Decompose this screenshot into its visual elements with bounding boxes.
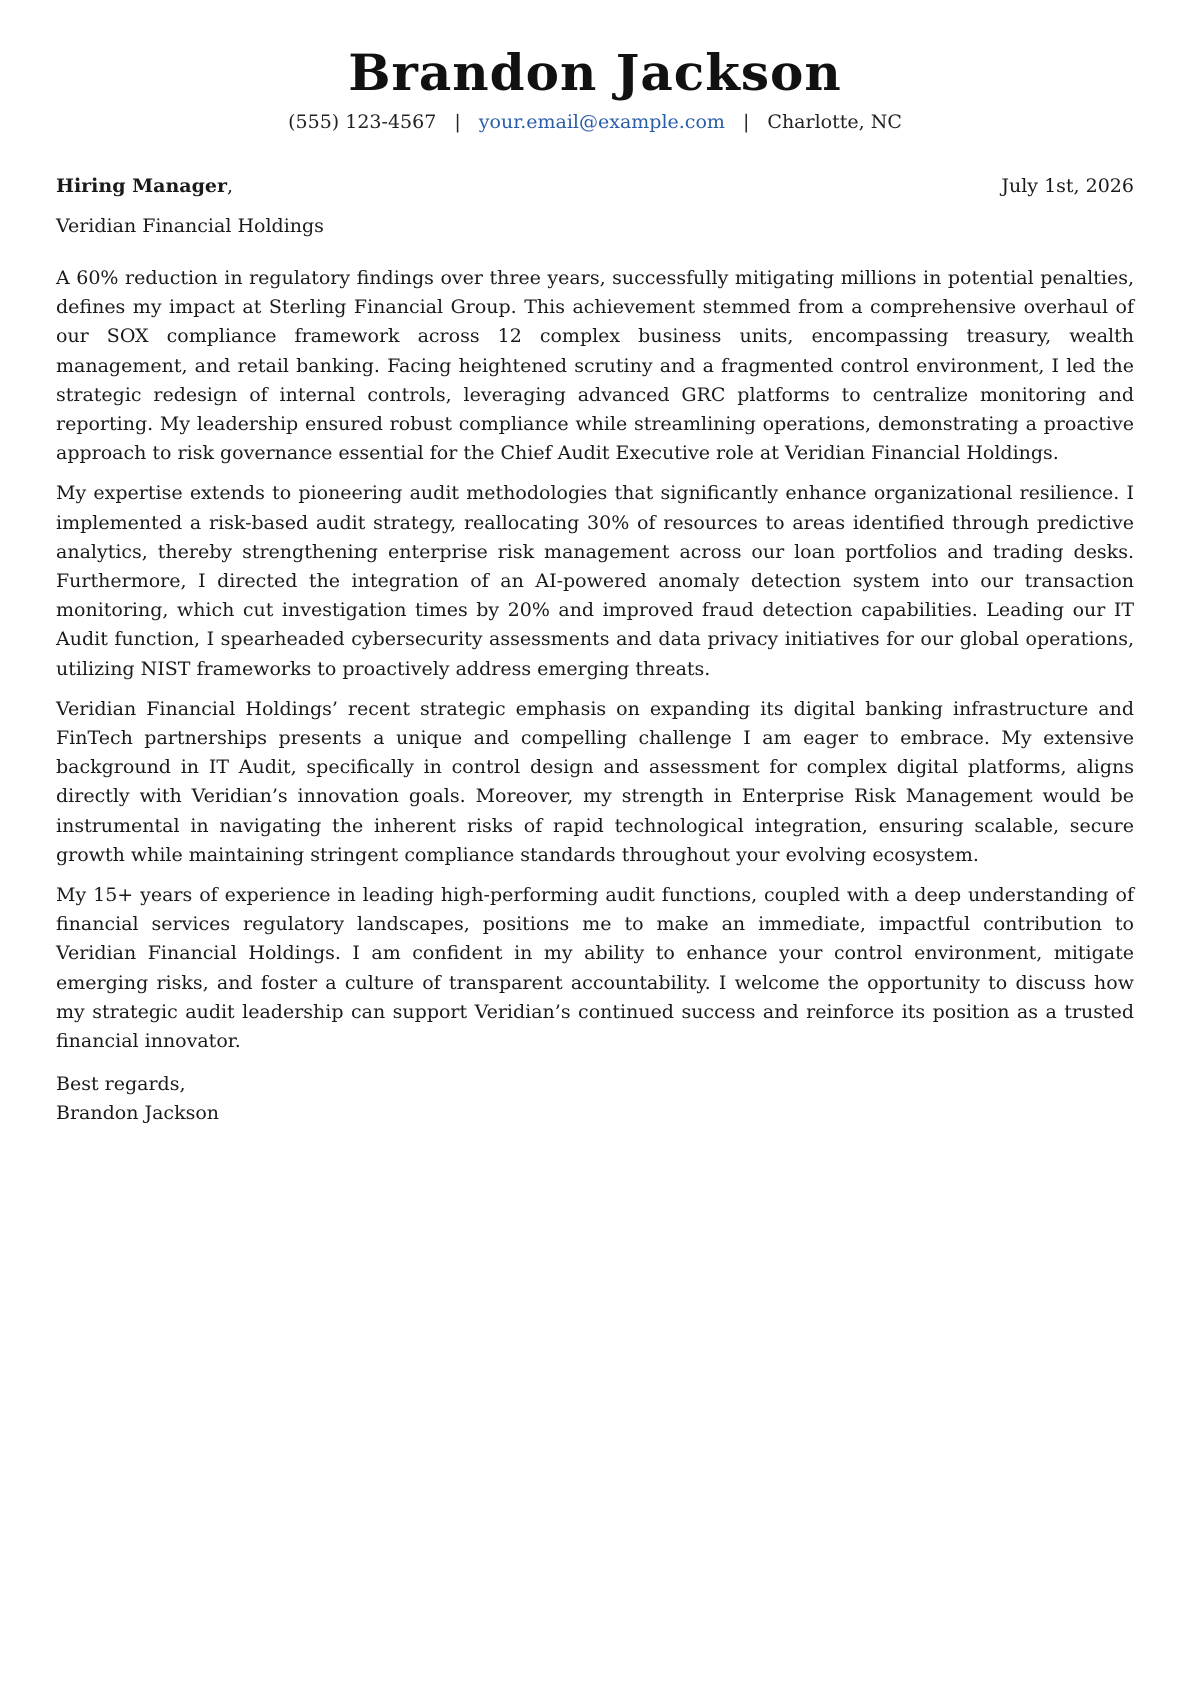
phone-number: (555) 123-4567 xyxy=(288,111,437,133)
letter-header xyxy=(56,0,1134,136)
contact-separator: | xyxy=(742,111,750,133)
recipient-line xyxy=(56,172,233,200)
recipient-company: Veridian Financial Holdings xyxy=(56,215,324,237)
location: Charlotte, NC xyxy=(767,111,902,133)
applicant-name: Brandon Jackson xyxy=(348,43,842,102)
closing-signature: Brandon Jackson xyxy=(56,1102,220,1125)
recipient-comma: , xyxy=(226,175,234,197)
body-paragraph-1: A 60% reduction in regulatory findings over three years, successfully mitigating millions in potential penalties, defines my impact at Sterling Financial Group. This achievement stemmed from a comprehensive overhaul of our SOX compliance framework across 12 complex business units, encompassing treasury, wealth management, and retail banking. Facing heightened scrutiny and a fragmented control environment, I led the strategic redesign of internal controls, leveraging advanced GRC platforms to centralize monitoring and reporting. My leadership ensured robust compliance while streamlining operations, demonstrating a proactive approach to risk governance essential for the Chief Audit Executive role at Veridian Financial Holdings. xyxy=(56,267,1134,465)
letter-body xyxy=(56,264,1134,1056)
body-paragraph-3: Veridian Financial Holdings’ recent strategic emphasis on expanding its digital banking infrastructure and FinTech partnerships presents a unique and compelling challenge I am eager to embrace. My extensive background in IT Audit, specifically in control design and assessment for complex digital platforms, aligns directly with Veridian’s innovation goals. Moreover, my strength in Enterprise Risk Management would be instrumental in navigating the inherent risks of rapid technological integration, ensuring scalable, secure growth while maintaining stringent compliance standards throughout your evolving ecosystem. xyxy=(56,697,1134,866)
recipient-title: Hiring Manager xyxy=(56,175,227,197)
body-paragraph-4: My 15+ years of experience in leading high-performing audit functions, coupled with a deep understanding of financial services regulatory landscapes, positions me to make an immediate, impactful contribution to Veridian Financial Holdings. I am confident in my ability to enhance your control environment, mitigate emerging risks, and foster a culture of transparent accountability. I welcome the opportunity to discuss how my strategic audit leadership can support Veridian’s continued success and reinforce its position as a trusted financial innovator. xyxy=(56,884,1134,1053)
letter-closing xyxy=(56,1070,1134,1128)
closing-salutation: Best regards, xyxy=(56,1073,186,1096)
recipient-date-row xyxy=(56,172,1134,200)
letter-date: July 1st, 2026 xyxy=(1001,175,1134,197)
contact-line xyxy=(56,108,1134,136)
body-paragraph-2: My expertise extends to pioneering audit methodologies that significantly enhance organizational resilience. I implemented a risk-based audit strategy, reallocating 30% of resources to areas identified through predictive analytics, thereby strengthening enterprise risk management across our loan portfolios and trading desks. Furthermore, I directed the integration of an AI-powered anomaly detection system into our transaction monitoring, which cut investigation times by 20% and improved fraud detection capabilities. Leading our IT Audit function, I spearheaded cybersecurity assessments and data privacy initiatives for our global operations, utilizing NIST frameworks to proactively address emerging threats. xyxy=(56,482,1134,680)
contact-separator: | xyxy=(454,111,461,133)
email-link[interactable]: your.email@example.com xyxy=(478,111,725,133)
